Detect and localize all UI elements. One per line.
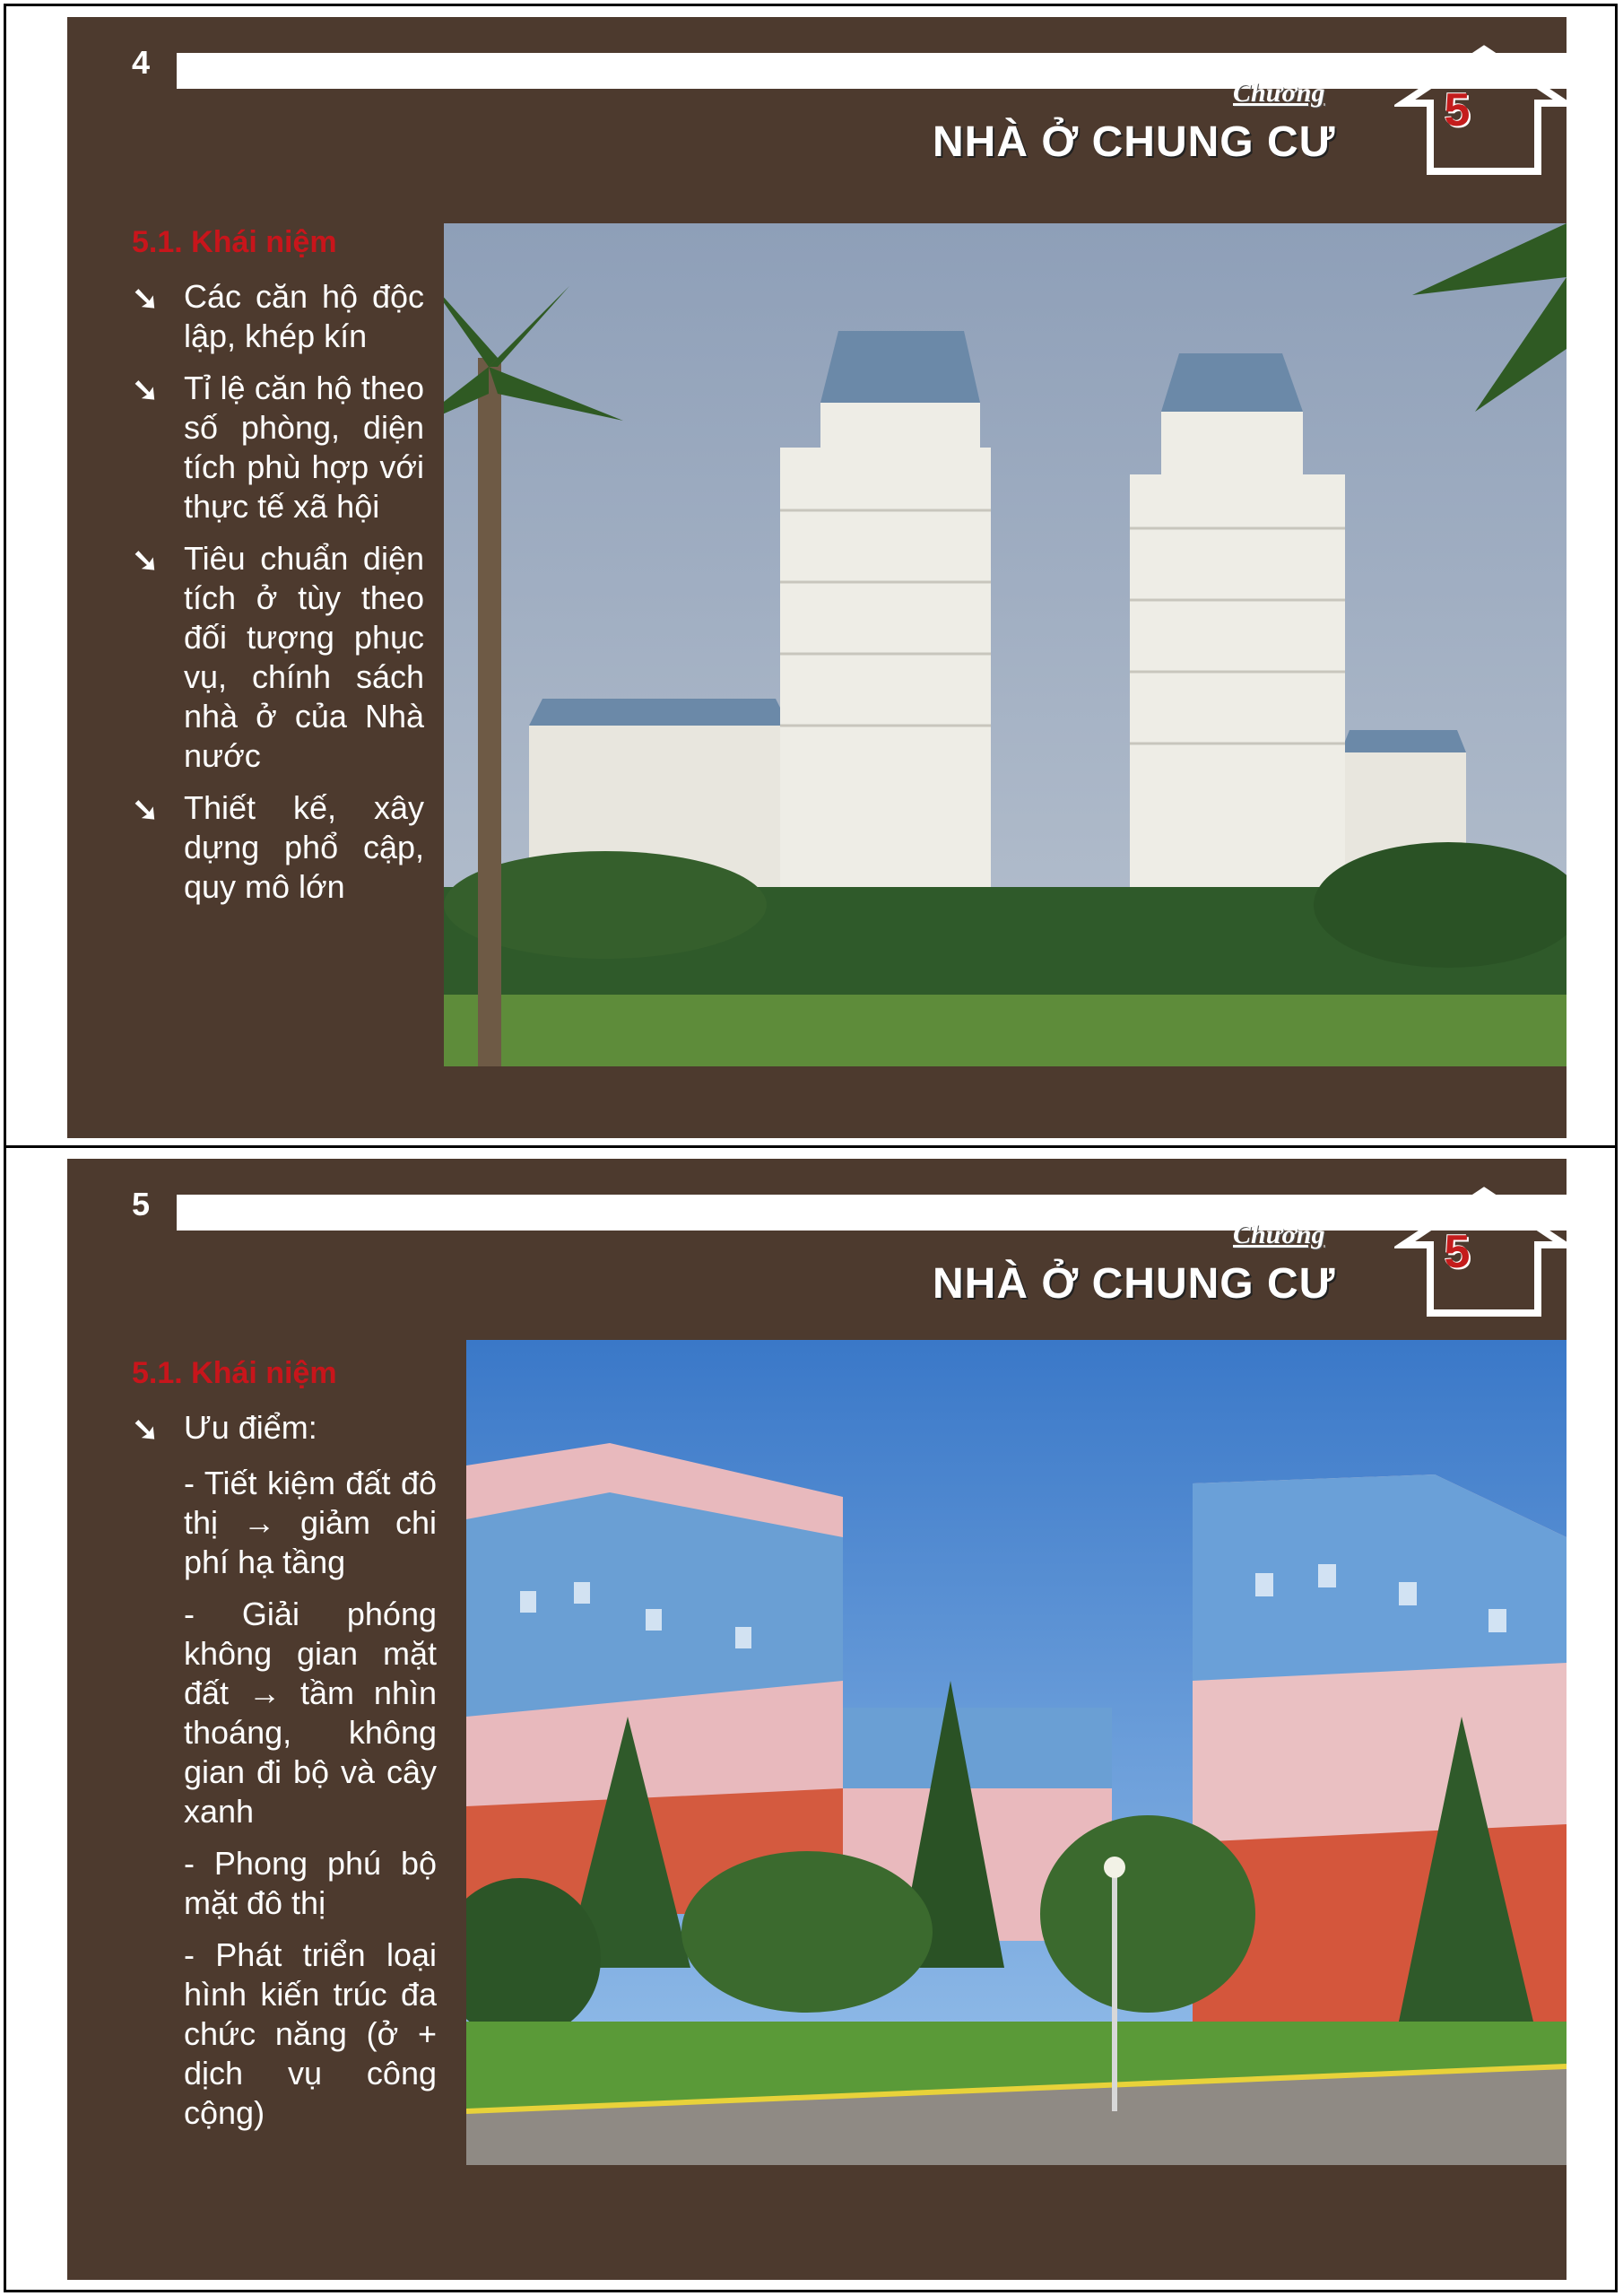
bullet-list (132, 1408, 437, 1460)
title-bar (177, 1195, 1567, 1231)
list-item: ➘ Các căn hộ độc lập, khép kín (132, 278, 424, 354)
arrow-down-right-icon: ➘ (132, 1411, 160, 1448)
section-heading: 5.1. Khái niệm (132, 225, 337, 259)
arrow-down-right-icon: ➘ (132, 371, 160, 408)
sub-item-list (132, 1464, 437, 2145)
list-item: - Phát triển loại hình kiến trúc đa chức năng (ở + dịch vụ công cộng) (184, 1936, 437, 2131)
photo-colorful-blocks (466, 1340, 1567, 2165)
arrow-down-right-icon: ➘ (132, 791, 160, 828)
chapter-label: Chương (1233, 1220, 1325, 1249)
slide-4 (67, 17, 1567, 1138)
slide-number: 5 (132, 1186, 151, 1222)
chapter-title: NHÀ Ở CHUNG CƯ (933, 1260, 1336, 1308)
title-bar (177, 53, 1567, 89)
chapter-number: 5 (1444, 84, 1471, 136)
chapter-label: Chương (1233, 78, 1325, 108)
list-item: ➘ Tiêu chuẩn diện tích ở tùy theo đối tượng phục vụ, chính sách nhà ở của Nhà nước (132, 540, 424, 774)
list-item: ➘ Thiết kế, xây dựng phổ cập, quy mô lớn (132, 789, 424, 905)
chapter-title: NHÀ Ở CHUNG CƯ (933, 118, 1336, 166)
chapter-number: 5 (1444, 1226, 1471, 1278)
bullet-list (132, 277, 424, 919)
list-item: ➘ Ưu điểm: (132, 1409, 317, 1448)
slide-number: 4 (132, 44, 151, 81)
page-frame-1 (4, 4, 1618, 1148)
list-item: ➘ Tỉ lệ căn hộ theo số phòng, diện tích phù hợp với thực tế xã hội (132, 370, 424, 525)
slide-5 (67, 1159, 1567, 2280)
photo-twin-towers (444, 223, 1567, 1066)
list-item: - Giải phóng không gian mặt đất → tầm nhìn thoáng, không gian đi bộ và cây xanh (184, 1596, 437, 1830)
section-heading: 5.1. Khái niệm (132, 1356, 337, 1390)
list-item: - Tiết kiệm đất đô thị → giảm chi phí hạ tầng (184, 1465, 437, 1580)
list-item: - Phong phú bộ mặt đô thị (184, 1845, 437, 1921)
page-frame-2 (4, 1148, 1618, 2292)
arrow-down-right-icon: ➘ (132, 280, 160, 317)
arrow-down-right-icon: ➘ (132, 542, 160, 578)
